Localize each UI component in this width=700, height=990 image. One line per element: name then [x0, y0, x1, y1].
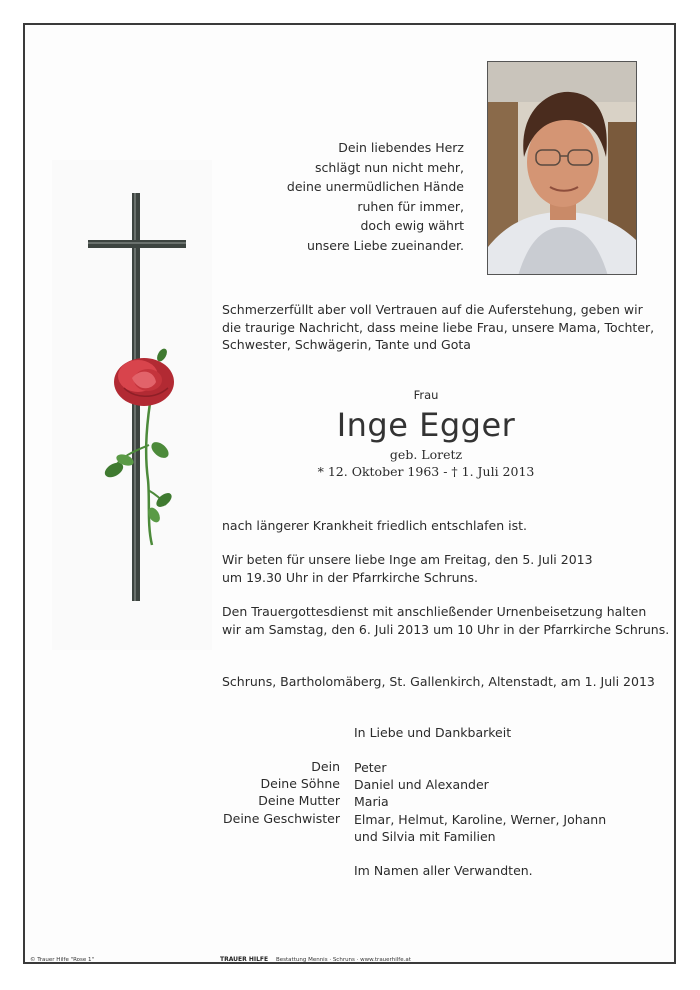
passed-away-text: nach längerer Krankheit friedlich entschlafen ist.	[222, 518, 527, 533]
place-and-date: Schruns, Bartholomäberg, St. Gallenkirch, Altenstadt, am 1. Juli 2013	[222, 674, 655, 689]
family-value: Daniel und Alexander	[354, 777, 489, 792]
intro-line: Schwester, Schwägerin, Tante und Gota	[222, 337, 471, 352]
family-value: Maria	[354, 794, 389, 809]
poem-line: deine unermüdlichen Hände	[286, 179, 464, 195]
prayer-paragraph	[222, 551, 593, 586]
family-label: Deine Söhne	[260, 776, 340, 791]
family-label: Dein	[311, 759, 340, 774]
deceased-name: Inge Egger	[336, 406, 516, 444]
family-value: Peter	[354, 760, 387, 775]
footer-copyright: © Trauer Hilfe "Rose 1"	[30, 957, 95, 963]
family-value-continued: und Silvia mit Familien	[354, 829, 496, 844]
maiden-name: geb. Loretz	[389, 447, 463, 462]
portrait-photo	[487, 61, 637, 275]
family-closing: Im Namen aller Verwandten.	[354, 863, 533, 878]
prayer-line: Wir beten für unsere liebe Inge am Freitag, den 5. Juli 2013	[222, 552, 593, 567]
footer-subtext: Bestattung Mennis · Schruns · www.trauerhilfe.at	[276, 957, 411, 963]
family-value: Elmar, Helmut, Karoline, Werner, Johann	[354, 812, 607, 827]
poem-line: Dein liebendes Herz	[338, 140, 464, 155]
intro-line: die traurige Nachricht, dass meine liebe Frau, unsere Mama, Tochter,	[222, 319, 655, 335]
cross-rose-illustration	[52, 160, 212, 650]
family-greeting: In Liebe und Dankbarkeit	[354, 725, 512, 740]
life-dates: * 12. Oktober 1963 - † 1. Juli 2013	[317, 464, 535, 479]
poem-line: unsere Liebe zueinander.	[306, 237, 464, 253]
poem-line: ruhen für immer,	[357, 198, 464, 214]
family-label: Deine Geschwister	[223, 811, 340, 826]
name-prefix: Frau	[413, 388, 439, 402]
poem-line: doch ewig währt	[360, 218, 464, 234]
prayer-line: um 19.30 Uhr in der Pfarrkirche Schruns.	[222, 569, 479, 585]
portrait-illustration	[488, 62, 637, 275]
cross-with-rose-image	[52, 160, 212, 650]
intro-line: Schmerzerfüllt aber voll Vertrauen auf die Auferstehung, geben wir	[222, 302, 643, 317]
service-line: Den Trauergottesdienst mit anschließender Urnenbeisetzung halten	[222, 604, 647, 619]
family-label: Deine Mutter	[258, 793, 340, 808]
poem-line: schlägt nun nicht mehr,	[315, 159, 464, 175]
intro-paragraph	[222, 301, 654, 354]
funeral-service-paragraph	[222, 603, 669, 638]
memorial-poem	[250, 138, 464, 256]
service-line: wir am Samstag, den 6. Juli 2013 um 10 Uhr in der Pfarrkirche Schruns.	[222, 621, 670, 637]
footer-brand: TRAUER HILFE	[220, 956, 269, 963]
